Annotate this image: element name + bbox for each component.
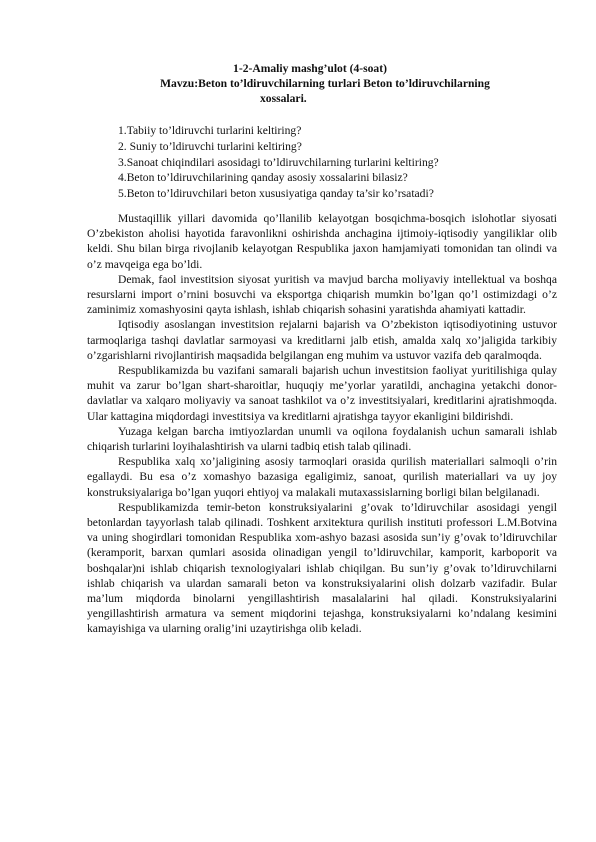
topic-title-continuation: xossalari. xyxy=(260,92,307,105)
paragraph: Respublikamizda temir-beton konstruksiyalarini g’ovak to’ldiruvchilar asosidagi yengil betonlardan tayyorlash talab qilinadi. Toshkent arxitektura qurilish instituti professori L.M.Botvina va uning shogirdlari tomonidan Respublika xom-ashyo bazasi asosida sun’iy g’ovak to’ldiruvchilar (keramporit, barxan qumlari asosida olinadigan yengil to’ldiruvchilar, kamporit, karboporit va boshqalar)ni ishlab chiqarish texnologiyalari ishlab chiqilgan. Bu sun’iy g’ovak to’ldiruvchilarni ishlab chiqarish va ulardan samarali beton va konstruksiyalarini olish dolzarb vazifadir. Bular ma’lum miqdorda binolarni yengillashtirish masalalarini hal qiladi. Konstruksiyalarini yengillashtirish armatura va sement miqdorini tejashga, konstruksiyalarni ko’ndalang kesimini kamayishiga va ularning oralig’ini uzaytirishga olib keladi. xyxy=(87,500,557,636)
page-title: 1-2-Amaliy mashg’ulot (4-soat) xyxy=(233,62,387,75)
question-item: 5.Beton to’ldiruvchilari beton xususiyatiga qanday ta’sir ko’rsatadi? xyxy=(118,187,434,201)
question-item: 1.Tabiiy to’ldiruvchi turlarini keltiring? xyxy=(118,124,302,137)
paragraph: Yuzaga kelgan barcha imtiyozlardan unumli va oqilona foydalanish uchun samarali ishlab chiqarish turlarini loyihalashtirish va ularni tadbiq etish talab qilinadi. xyxy=(87,424,557,454)
question-item: 2. Suniy to’ldiruvchi turlarini keltiring? xyxy=(118,139,302,153)
body-text xyxy=(87,211,557,637)
question-list xyxy=(118,123,558,202)
topic-title: Mavzu:Beton to’ldiruvchilarning turlari Beton to’ldiruvchilarning xyxy=(160,77,490,90)
paragraph: Demak, faol investitsion siyosat yuritish va mavjud barcha moliyaviy intellektual va boshqa resurslarni import o’rnini bosuvchi va eksportga chiqarish mumkin bo’lgan qo’l ostimizdagi o’z zaminimiz xomashyosini qayta ishlash, ishlab chiqarish sohasini yaratishda ahamiyati kattadir. xyxy=(87,272,557,317)
paragraph: Mustaqillik yillari davomida qo’llanilib kelayotgan bosqichma-bosqich islohotlar siyosati O’zbekiston aholisi hayotida faravonlikni oshirishda anchagina ijtimoiy-iqtisodiy yangiliklar olib keldi. Shu bilan birga rivojlanib kelayotgan Respublika jaxon hamjamiyati tomonidan tan olindi va o’z mavqeiga ega bo’ldi. xyxy=(87,212,557,271)
paragraph: Iqtisodiy asoslangan investitsion rejalarni bajarish va O’zbekiston iqtisodiyotining ustuvor tarmoqlariga tashqi davlatlar sarmoyasi va kreditlarni jalb etish, amalda xalq xo’jaligida tarkibiy o’zgarishlarni rivojlantirish maqsadida belgilangan eng muhim va ustuvor vazifa deb qaralmoqda. xyxy=(87,318,557,362)
question-item: 4.Beton to’ldiruvchilarining qanday asosiy xossalarini bilasiz? xyxy=(118,171,408,185)
question-item: 3.Sanoat chiqindilari asosidagi to’ldiruvchilarning turlarini keltiring? xyxy=(118,155,439,169)
paragraph: Respublika xalq xo’jaligining asosiy tarmoqlari orasida qurilish materiallari salmoqli o’rin egallaydi. Bu esa o’z xomashyo bazasiga egaligimiz, sanoat, qurilish materiallari va uy joy konstruksiyalariga bo’lgan yuqori ehtiyoj va malakali mutaxassislarning borligi bilan belgilanadi. xyxy=(87,455,557,499)
paragraph: Respublikamizda bu vazifani samarali bajarish uchun investitsion faoliyat yuritilishiga qulay muhit va zarur bo’lgan shart-sharoitlar, huquqiy me’yorlar yaratildi, anchagina yetakchi donor-davlatlar va xalqaro moliyaviy va sanoat tashkilot va o’z investitsiyalari, kreditlarini ajratishmoqda. Ular kattagina miqdordagi investitsiya va kreditlarni ajratishga tayyor ekanligini bildirishdi. xyxy=(87,364,557,423)
